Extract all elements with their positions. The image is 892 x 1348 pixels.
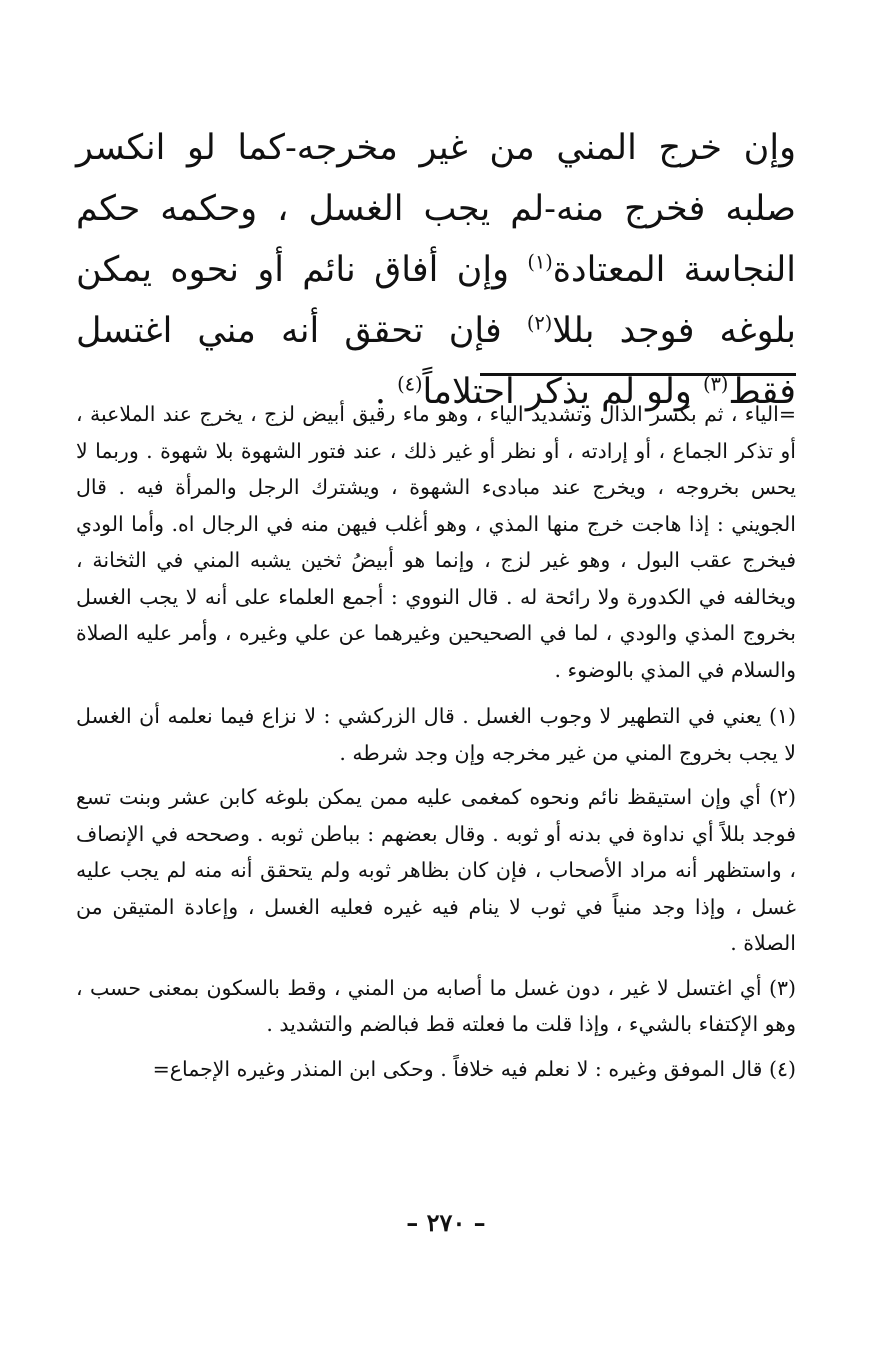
main-text: [76, 118, 796, 423]
main-text-part-3: فإن تحقق أنه مني اغتسل فقط: [76, 311, 796, 412]
footnote-3: (٣) أي اغتسل لا غير ، دون غسل ما أصابه من المني ، وقط بالسكون بمعنى حسب ، وهو الإكتفاء بالشيء ، وإذا قلت ما فعلته قط فبالضم والتشديد .: [76, 975, 796, 1036]
footnote-marker-3: (٣): [702, 372, 729, 396]
main-text-part-2: وإن أفاق نائم أو نحوه يمكن بلوغه فوجد بللا: [76, 250, 797, 351]
main-text-part-5: .: [374, 372, 398, 412]
footnote-marker-2: (٢): [526, 311, 553, 335]
footnote-1: (١) يعني في التطهير لا وجوب الغسل . قال الزركشي : لا نزاع فيما نعلمه أن الغسل لا يجب بخروج المني من غير مخرجه وإن وجد شرطه .: [76, 704, 796, 765]
main-text-part-1: وإن خرج المني من غير مخرجه-كما لو انكسر صلبه فخرج منه-لم يجب الغسل ، وحكمه حكم النجاسة المعتادة: [76, 128, 796, 290]
footnote-continuation: =الياء ، ثم بكسر الذال وتشديد الياء ، وهو ماء رقيق أبيض لزج ، يخرج عند الملاعبة ، أو تذكر الجماع ، أو إرادته ، أو نظر أو غير ذلك ، عند فتور الشهوة بلا شهوة . وربما لا يحس بخروجه ، ويخرج عند مبادىء الشهوة ، ويشترك الرجل والمرأة فيه . قال الجويني : إذا هاجت خرج منها المذي ، وهو أغلب فيهن منه في الرجال اه. وأما الودي فيخرج عقب البول ، وهو غير لزج ، وإنما هو أبيضُ ثخين يشبه المني في الثخانة ، ويخالفه في الكدورة ولا رائحة له . قال النووي : أجمع العلماء على أنه لا يجب الغسل بخروج المذي والودي ، لما في الصحيحين وغيرهما عن علي وغيره ، وأمر عليه الصلاة والسلام في المذي بالوضوء .: [76, 402, 796, 682]
footnote-2: (٢) أي وإن استيقظ نائم ونحوه كمغمى عليه ممن يمكن بلوغه كابن عشر وبنت تسع فوجد بللاً أي نداوة في بدنه أو ثوبه . وقال بعضهم : بباطن ثوبه . وصححه في الإنصاف ، واستظهر أنه مراد الأصحاب ، فإن كان بظاهر ثوبه ولم يتحقق أنه منه لم يجب عليه غسل ، وإذا وجد منياً في ثوب لا ينام فيه غيره فعليه الغسل ، وإعادة المتيقن من الصلاة .: [76, 785, 796, 955]
footnote-separator: [480, 373, 796, 376]
footnotes: [76, 396, 796, 1095]
main-paragraph: [76, 118, 796, 423]
footnote-marker-4: (٤): [397, 372, 423, 396]
page-number: – ٢٧٠ –: [406, 1208, 486, 1237]
main-text-part-4: ولو لم يذكر احتلاماً: [422, 372, 703, 412]
footnote-marker-1: (١): [527, 250, 553, 274]
footnote-4: (٤) قال الموفق وغيره : لا نعلم فيه خلافاً . وحكى ابن المنذر وغيره الإجماع=: [152, 1056, 796, 1081]
